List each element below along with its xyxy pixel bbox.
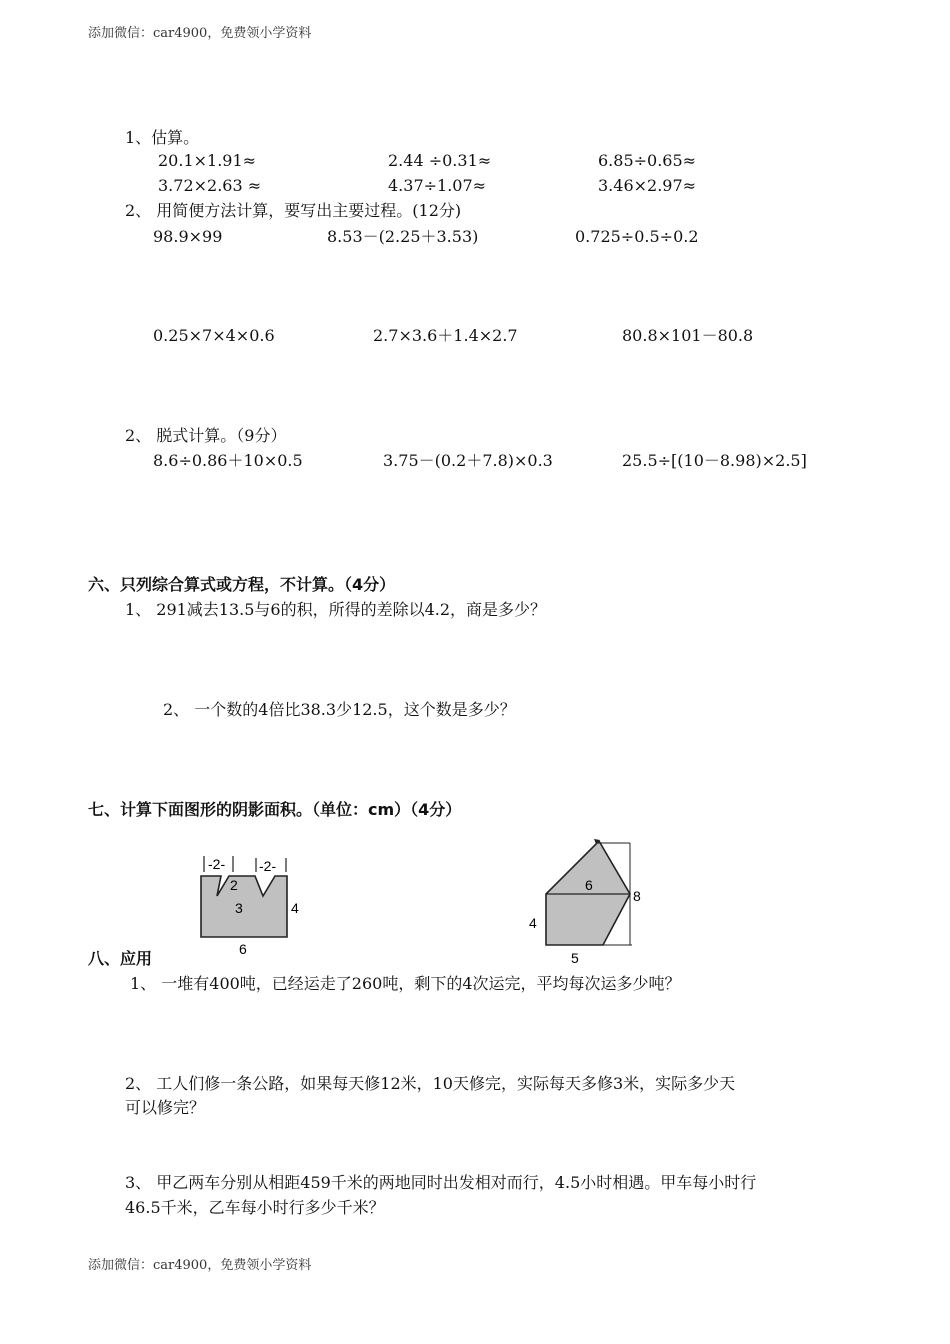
fig1-label: 6 <box>239 941 247 957</box>
section8-q2-cont: 可以修完？ <box>125 1098 206 1117</box>
simple-calc-item: 0.725÷0.5÷0.2 <box>575 227 699 246</box>
fig2-label: 5 <box>571 950 579 966</box>
simple-calc-item: 0.25×7×4×0.6 <box>153 326 275 345</box>
fig2-label: 4 <box>529 915 537 931</box>
figure-1-shaded-shape <box>195 850 310 960</box>
section8-q3: 3、 甲乙两车分别从相距459千米的两地同时出发相对而行，4.5小时相遇。甲车每小时行 <box>125 1173 757 1192</box>
section8-q3-cont: 46.5千米，乙车每小时行多少千米？ <box>125 1198 385 1217</box>
estimate-item: 3.72×2.63 ≈ <box>158 176 262 195</box>
simple-calc-item: 80.8×101－80.8 <box>622 326 754 345</box>
section6-q2: 2、 一个数的4倍比38.3少12.5，这个数是多少？ <box>163 700 516 719</box>
estimate-item: 20.1×1.91≈ <box>158 151 257 170</box>
section8-title: 八、应用 <box>88 949 153 968</box>
figure-2-shaded-shape <box>520 833 655 968</box>
simple-calc-item: 2.7×3.6＋1.4×2.7 <box>373 326 518 345</box>
q3-title: 2、 脱式计算。（9分） <box>125 426 287 445</box>
step-calc-item: 25.5÷[(10－8.98)×2.5] <box>622 451 807 470</box>
q2-title: 2、 用简便方法计算，要写出主要过程。(12分) <box>125 201 462 220</box>
estimate-item: 4.37÷1.07≈ <box>388 176 487 195</box>
simple-calc-item: 8.53－(2.25＋3.53) <box>327 227 479 246</box>
step-calc-item: 3.75－(0.2＋7.8)×0.3 <box>383 451 553 470</box>
section8-q1: 1、 一堆有400吨，已经运走了260吨，剩下的4次运完，平均每次运多少吨？ <box>130 974 681 993</box>
fig1-label: 4 <box>291 900 299 916</box>
simple-calc-item: 98.9×99 <box>153 227 223 246</box>
estimate-item: 2.44 ÷0.31≈ <box>388 151 492 170</box>
fig1-label: 2 <box>230 877 238 893</box>
q1-title: 1、估算。 <box>125 128 200 147</box>
section7-title: 七、计算下面图形的阴影面积。（单位：cm）（4分） <box>88 800 462 819</box>
section6-q1: 1、 291减去13.5与6的积，所得的差除以4.2，商是多少？ <box>125 600 547 619</box>
step-calc-item: 8.6÷0.86＋10×0.5 <box>153 451 303 470</box>
fig2-label: 8 <box>633 888 641 904</box>
fig1-label: -2- <box>208 856 226 872</box>
estimate-item: 3.46×2.97≈ <box>598 176 697 195</box>
section8-q2: 2、 工人们修一条公路，如果每天修12米，10天修完，实际每天多修3米，实际多少天 <box>125 1074 736 1093</box>
section6-title: 六、只列综合算式或方程，不计算。（4分） <box>88 575 396 594</box>
page-header: 添加微信：car4900，免费领小学资料 <box>88 26 312 41</box>
fig1-label: -2- <box>259 858 277 874</box>
fig1-label: 3 <box>235 900 243 916</box>
estimate-item: 6.85÷0.65≈ <box>598 151 697 170</box>
fig2-label: 6 <box>585 877 593 893</box>
page-footer: 添加微信：car4900，免费领小学资料 <box>88 1258 312 1273</box>
